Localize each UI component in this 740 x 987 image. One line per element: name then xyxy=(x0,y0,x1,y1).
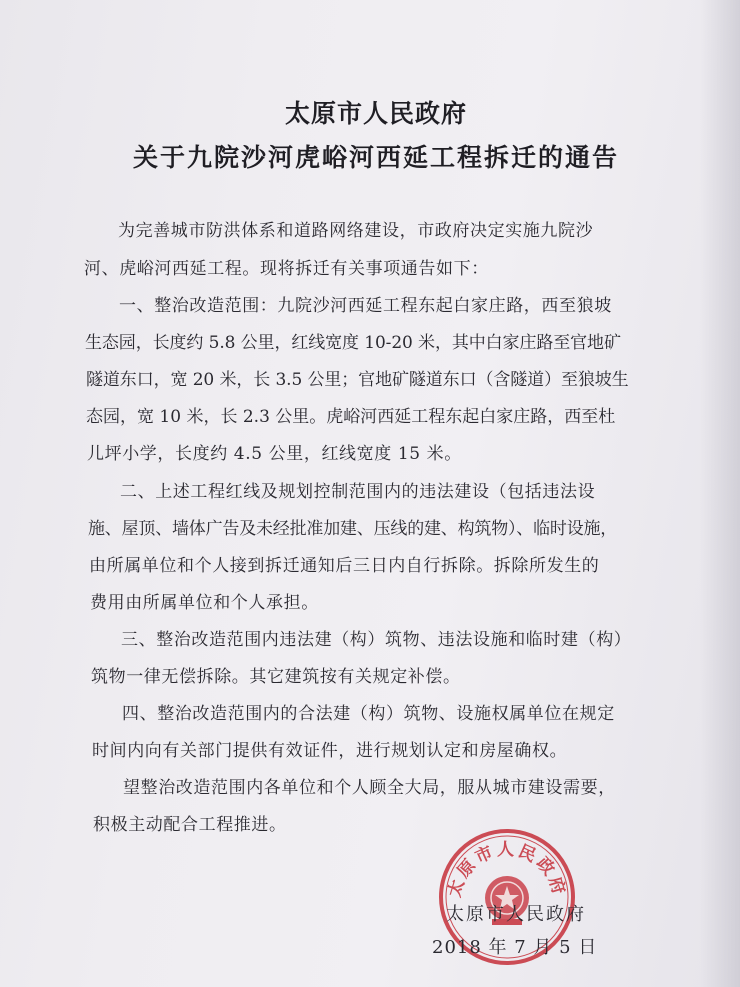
body-line: 二、上述工程红线及规划控制范围内的违法建设（包括违法设 xyxy=(120,482,596,502)
body-line: 费用由所属单位和个人承担。 xyxy=(90,593,319,613)
signature-organization: 太原市人民政府 xyxy=(446,904,586,925)
body-line: 由所属单位和个人接到拆迁通知后三日内自行拆除。拆除所发生的 xyxy=(89,556,600,576)
body-line: 筑物一律无偿拆除。其它建筑按有关规定补偿。 xyxy=(91,667,461,687)
body-line: 为完善城市防洪体系和道路网络建设，市政府决定实施九院沙 xyxy=(118,221,594,241)
body-line: 施、屋顶、墙体广告及未经批准加建、压线的建、构筑物）、临时设施， xyxy=(88,519,618,539)
body-line: 望整治改造范围内各单位和个人顾全大局，服从城市建设需要， xyxy=(123,778,616,798)
signature-date: 2018 年 7 月 5 日 xyxy=(432,937,598,958)
body-line: 儿坪小学，长度约 4.5 公里，红线宽度 15 米。 xyxy=(87,444,462,464)
body-line: 三、整治改造范围内违法建（构）筑物、违法设施和临时建（构） xyxy=(121,630,632,650)
body-line: 一、整治改造范围：九院沙河西延工程东起白家庄路，西至狼坡 xyxy=(119,296,612,316)
body-line: 河、虎峪河西延工程。现将拆迁有关事项通告如下： xyxy=(84,259,489,279)
body-line: 时间内向有关部门提供有效证件，进行规划认定和房屋确权。 xyxy=(92,741,568,761)
body-line: 隧道东口，宽 20 米，长 3.5 公里；官地矿隧道东口（含隧道）至狼坡生 xyxy=(86,370,629,390)
body-line: 生态园，长度约 5.8 公里，红线宽度 10-20 米，其中白家庄路至官地矿 xyxy=(85,333,621,353)
notice-title: 关于九院沙河虎峪河西延工程拆迁的通告 xyxy=(132,143,619,172)
body-line: 四、整治改造范围内的合法建（构）筑物、设施权属单位在规定 xyxy=(122,704,615,724)
body-line: 态园，宽 10 米，长 2.3 公里。虎峪河西延工程东起白家庄路，西至杜 xyxy=(86,407,616,427)
body-line: 积极主动配合工程推进。 xyxy=(93,815,287,835)
issuer-title: 太原市人民政府 xyxy=(284,99,467,128)
seal-text: 太原市人民政府 xyxy=(444,840,570,900)
